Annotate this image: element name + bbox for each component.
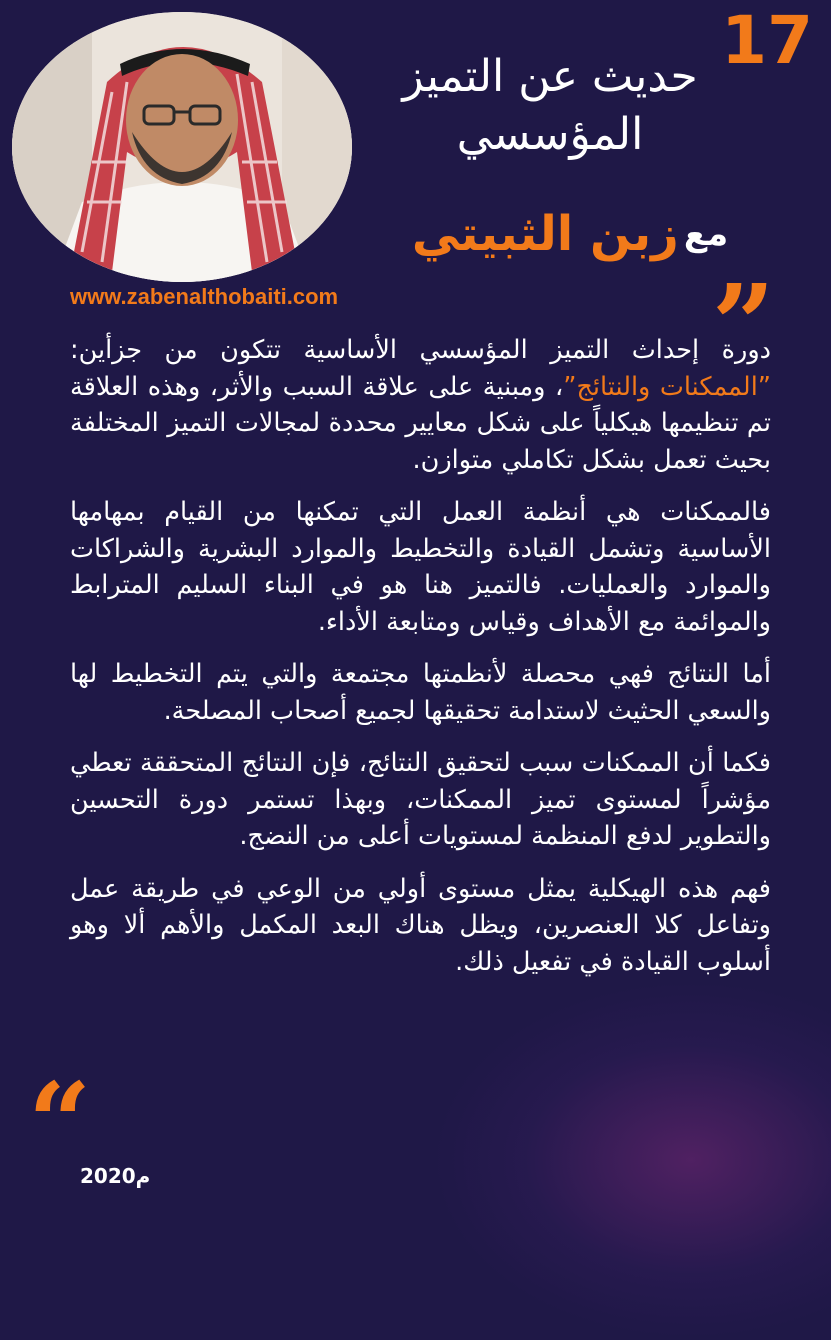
background-glow bbox=[431, 980, 831, 1340]
paragraph-3: أما النتائج فهي محصلة لأنظمتها مجتمعة والتي يتم التخطيط لها والسعي الحثيث لاستدامة تحقيقها لجميع أصحاب المصلحة. bbox=[70, 659, 771, 726]
host-photo bbox=[12, 12, 352, 282]
episode-number: 17 bbox=[721, 2, 813, 79]
website-link[interactable]: www.zabenalthobaiti.com bbox=[70, 284, 339, 309]
title-line-1: حديث عن التميز bbox=[402, 51, 698, 102]
with-label: مع bbox=[683, 214, 729, 254]
paragraph-4: فكما أن الممكنات سبب لتحقيق النتائج، فإن النتائج المتحققة تعطي مؤشراً لمستوى تميز الممكنات، وبهذا تستمر دورة التحسين والتطوير لدفع المنظمة لمستويات أعلى من النضج. bbox=[70, 748, 771, 851]
paragraph-1 bbox=[70, 332, 771, 478]
open-quote-icon: ” bbox=[711, 260, 775, 389]
close-quote-icon: “ bbox=[28, 1058, 92, 1187]
paragraph-5: فهم هذه الهيكلية يمثل مستوى أولي من الوعي في طريقة عمل وتفاعل كلا العنصرين، ويظل هناك البعد المكمل والأهم ألا وهو أسلوب القيادة في تفعيل ذلك. bbox=[70, 873, 771, 977]
highlight-term: ”الممكنات والنتائج” bbox=[563, 371, 771, 402]
host-name: زبن الثبيتي bbox=[411, 206, 679, 262]
paragraph-1-intro: دورة إحداث التميز المؤسسي الأساسية تتكون من جزأين: bbox=[70, 335, 771, 365]
year-label: 2020م bbox=[80, 1164, 151, 1188]
host-line bbox=[400, 206, 740, 262]
title-line-2: المؤسسي bbox=[456, 109, 644, 160]
paragraph-1-rest: ، ومبنية على علاقة السبب والأثر، وهذه العلاقة تم تنظيمها هيكلياً على شكل معايير محددة لمجالات التميز المختلفة بحيث تعمل بشكل تكاملي متوازن. bbox=[70, 371, 771, 475]
article-body bbox=[70, 332, 771, 996]
page-title bbox=[380, 48, 720, 164]
paragraph-2: فالممكنات هي أنظمة العمل التي تمكنها من القيام بمهامها الأساسية وتشمل القيادة والتخطيط والموارد البشرية والشراكات والموارد والعمليات. فالتميز هنا هو في البناء السليم المترابط والموائمة مع الأهداف وقياس ومتابعة الأداء. bbox=[70, 497, 771, 637]
